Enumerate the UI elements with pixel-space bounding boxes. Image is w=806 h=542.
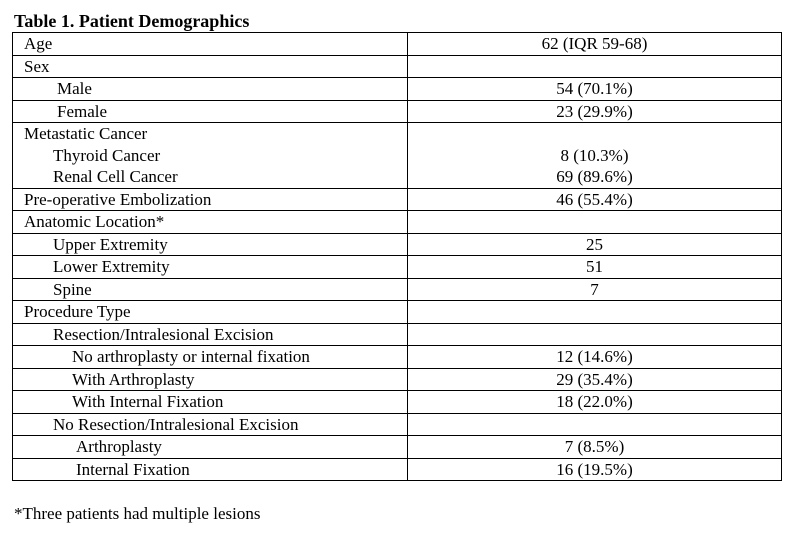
row-value: 7 (8.5%) (408, 436, 782, 459)
row-label: With Arthroplasty (72, 369, 195, 389)
table-row (13, 188, 782, 211)
row-label: No arthroplasty or internal fixation (72, 347, 310, 366)
row-value: 62 (IQR 59-68) (408, 33, 782, 56)
row-value: 23 (29.9%) (408, 100, 782, 123)
row-value: 7 (408, 278, 782, 301)
row-value (408, 55, 782, 78)
row-label: Metastatic Cancer (24, 124, 148, 143)
row-label: Procedure Type (13, 301, 408, 324)
table-row (13, 323, 782, 346)
table-row (13, 123, 782, 189)
row-label: Spine (53, 279, 92, 299)
table-footnote: *Three patients had multiple lesions (14, 504, 261, 523)
table-row (13, 346, 782, 369)
row-value: 46 (55.4%) (408, 188, 782, 211)
row-value (408, 413, 782, 436)
table-row (13, 233, 782, 256)
row-label: Resection/Intralesional Excision (53, 324, 274, 344)
table-row (13, 436, 782, 459)
row-value: 51 (408, 256, 782, 279)
row-label: Pre-operative Embolization (13, 188, 408, 211)
row-label: Upper Extremity (53, 234, 168, 254)
row-label: Arthroplasty (76, 437, 162, 456)
row-label: Male (57, 79, 92, 98)
table-row (13, 301, 782, 324)
table-title: Table 1. Patient Demographics (14, 11, 250, 31)
row-label: Renal Cell Cancer (53, 167, 178, 186)
row-label: No Resection/Intralesional Excision (53, 414, 299, 434)
table-row (13, 413, 782, 436)
row-value: 25 (408, 233, 782, 256)
table-row (13, 256, 782, 279)
row-label: Lower Extremity (53, 257, 170, 276)
row-label: Female (57, 101, 108, 121)
row-value: 8 (10.3%) (560, 145, 629, 165)
table-row (13, 211, 782, 234)
row-value (408, 323, 782, 346)
row-label: Age (13, 33, 408, 56)
table-row (13, 33, 782, 56)
demographics-table (12, 32, 782, 481)
row-value: 54 (70.1%) (408, 78, 782, 101)
row-value: 12 (14.6%) (408, 346, 782, 369)
row-label: Anatomic Location* (13, 211, 408, 234)
table-row (13, 100, 782, 123)
table-row (13, 55, 782, 78)
row-value: 69 (89.6%) (556, 167, 633, 186)
spacer (408, 123, 781, 145)
row-value (408, 211, 782, 234)
row-label: Internal Fixation (76, 459, 190, 479)
table-row (13, 78, 782, 101)
row-value: 18 (22.0%) (408, 391, 782, 414)
table-row (13, 391, 782, 414)
table-row (13, 458, 782, 481)
row-label: Thyroid Cancer (53, 145, 161, 165)
table-row (13, 278, 782, 301)
row-label: Sex (13, 55, 408, 78)
table-row (13, 368, 782, 391)
row-value: 29 (35.4%) (408, 368, 782, 391)
row-value (408, 301, 782, 324)
row-label: With Internal Fixation (72, 392, 224, 411)
row-value: 16 (19.5%) (408, 458, 782, 481)
